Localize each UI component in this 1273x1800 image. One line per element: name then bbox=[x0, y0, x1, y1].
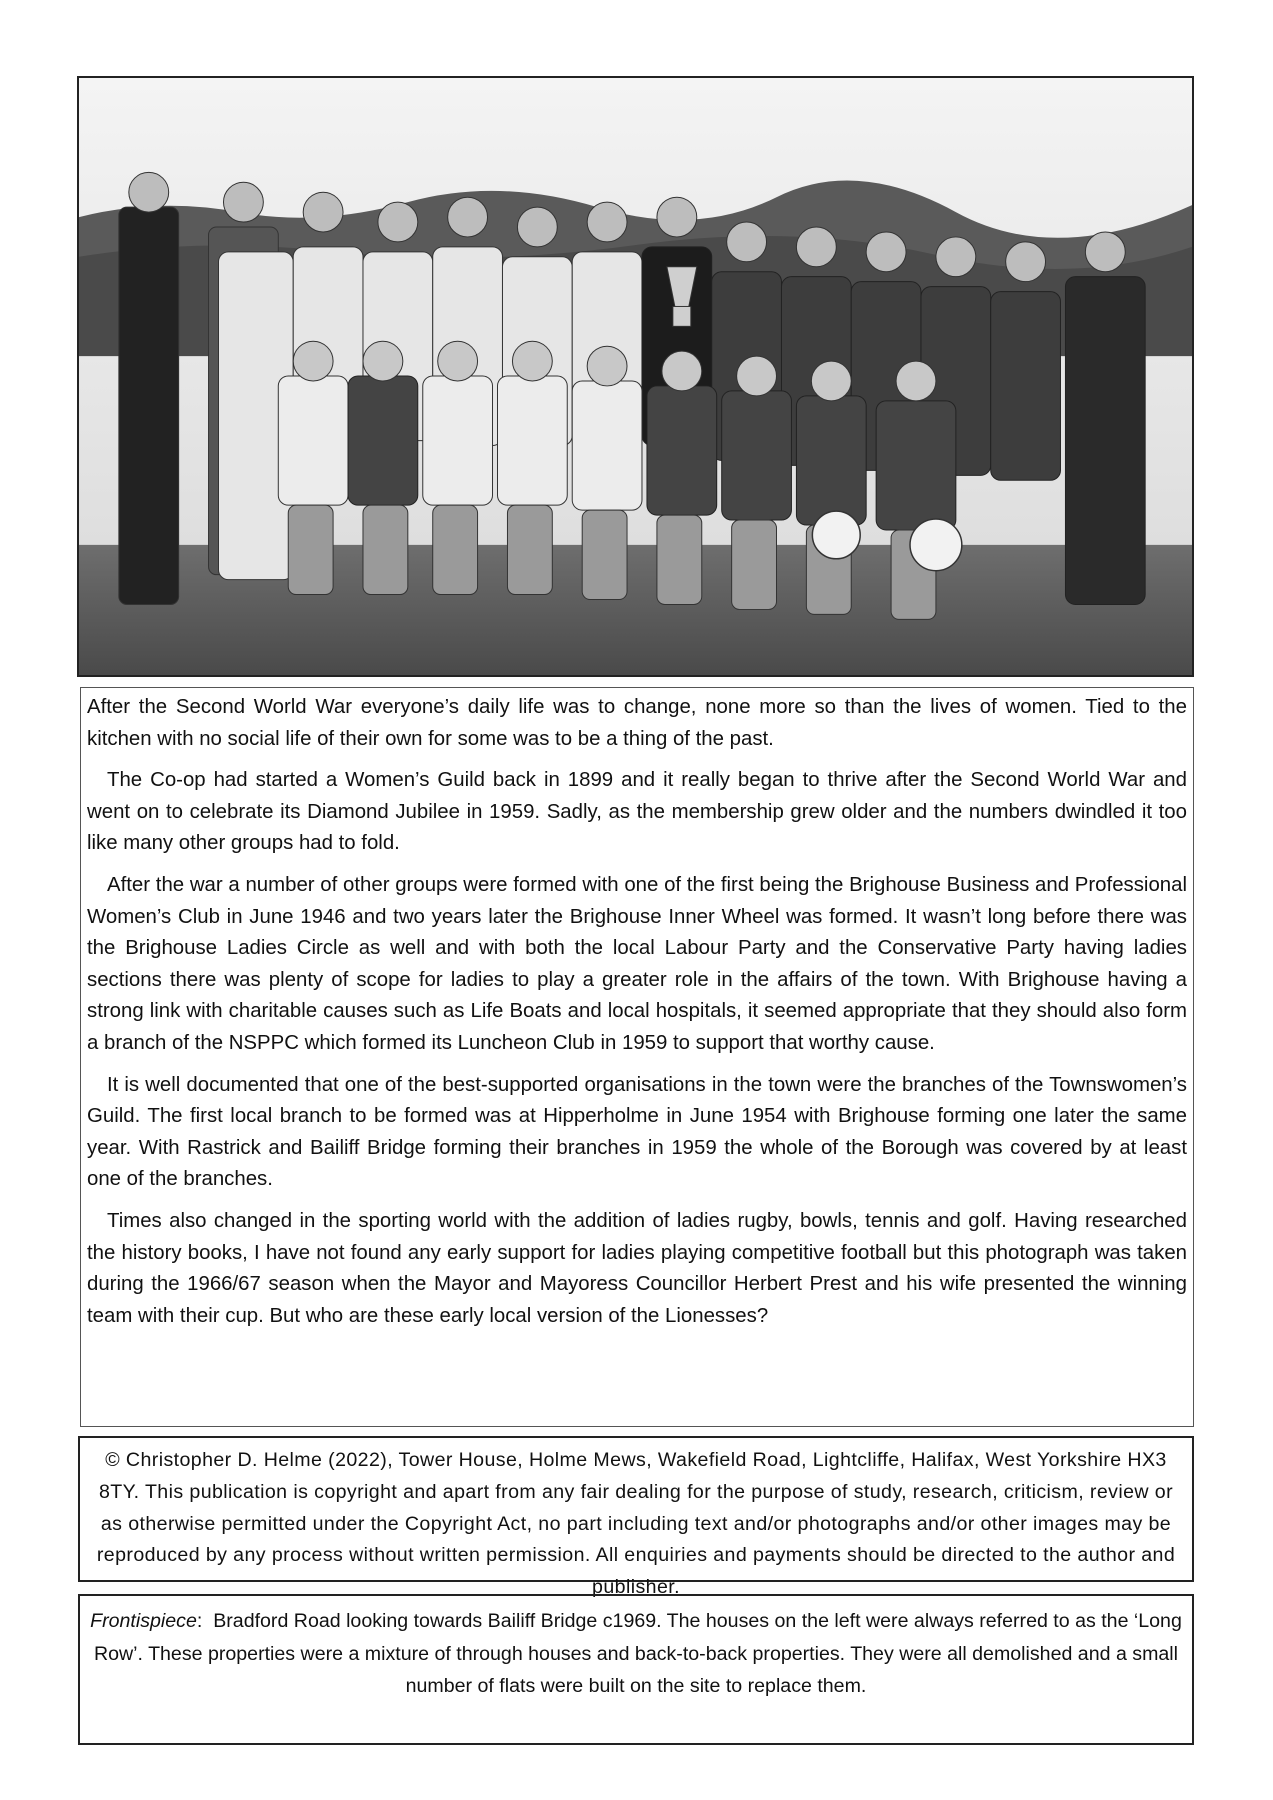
paragraph-4: It is well documented that one of the best-supported organisations in the town were the branches of the Townswomen’s Guild. The first local branch to be formed was at Hipperholme in June 1954 with Brighouse forming one later the same year. With Rastrick and Bailiff Bridge forming their branches in 1959 the whole of the Borough was covered by at least one of the branches. bbox=[87, 1073, 1187, 1191]
paragraph-1: After the Second World War everyone’s daily life was to change, none more so than the lives of women. Tied to the kitchen with no social life of their own for some was to be a thing of the past. bbox=[87, 696, 1187, 750]
paragraph-5: Times also changed in the sporting world with the addition of ladies rugby, bowls, tennis and golf. Having researched the history books, I have not found any early support for ladies playing competitive football but this photograph was taken during the 1966/67 season when the Mayor and Mayoress Councillor Herbert Prest and his wife presented the winning team with their cup. But who are these early local version of the Lionesses? bbox=[87, 1209, 1187, 1327]
copyright-text: © Christopher D. Helme (2022), Tower House, Holme Mews, Wakefield Road, Lightcliffe, Halifax, West Yorkshire HX3 8TY. This publication is copyright and apart from any fair dealing for the purpose of study, research, criticism, review or as otherwise permitted under the Copyright Act, no part including text and/or photographs and/or other images may be reproduced by any process without written permission. All enquiries and payments should be directed to the author and publisher. bbox=[96, 1449, 1176, 1599]
team-photo bbox=[77, 76, 1194, 677]
frontispiece-caption bbox=[78, 1594, 1194, 1745]
caption-label: Frontispiece bbox=[90, 1610, 197, 1632]
body-text bbox=[80, 687, 1194, 1427]
paragraph-2: The Co-op had started a Women’s Guild back in 1899 and it really began to thrive after the Second World War and went on to celebrate its Diamond Jubilee in 1959. Sadly, as the membership grew older and the numbers dwindled it too like many other groups had to fold. bbox=[87, 769, 1187, 855]
copyright-notice bbox=[78, 1436, 1194, 1599]
caption-paragraph bbox=[90, 1605, 1182, 1703]
team-photo-icon bbox=[79, 78, 1192, 675]
caption-text: Bradford Road looking towards Bailiff Bridge c1969. The houses on the left were always referred to as the ‘Long Row’. These properties were a mixture of through houses and back-to-back properties. They were all demolished and a small number of flats were built on the site to replace them. bbox=[93, 1610, 1182, 1697]
caption-separator: : bbox=[196, 1610, 203, 1632]
paragraph-3: After the war a number of other groups were formed with one of the first being the Brighouse Business and Professional Women’s Club in June 1946 and two years later the Brighouse Inner Wheel was formed. It wasn’t long before there was the Brighouse Ladies Circle as well and with both the local Labour Party and the Conservative Party having ladies sections there was plenty of scope for ladies to play a greater role in the affairs of the town. With Brighouse having a strong link with charitable causes such as Life Boats and local hospitals, it seemed appropriate that they should also form a branch of the NSPPC which formed its Luncheon Club in 1959 to support that worthy cause. bbox=[87, 873, 1187, 1054]
